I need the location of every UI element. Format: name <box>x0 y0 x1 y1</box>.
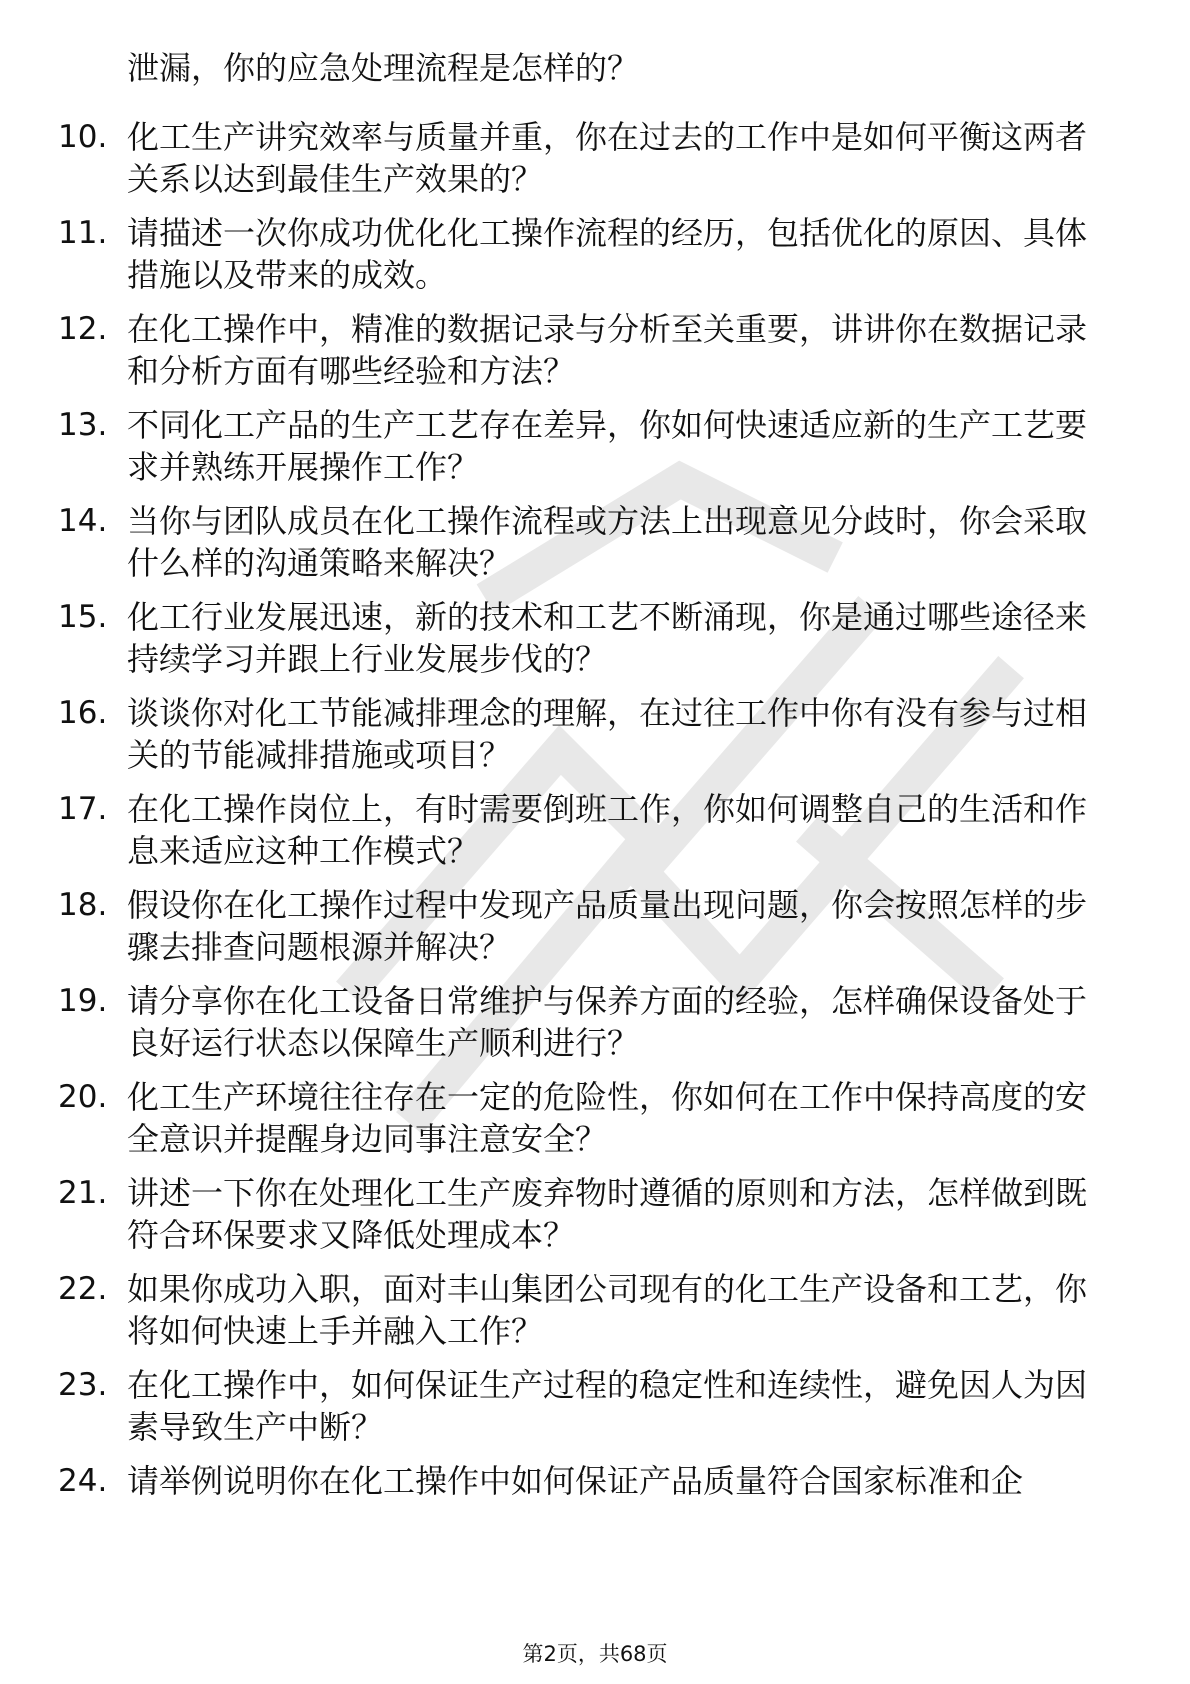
question-number: 24. <box>58 1463 108 1499</box>
question-item <box>0 980 1190 1076</box>
question-number: 13. <box>58 407 108 443</box>
question-text: 不同化工产品的生产工艺存在差异，你如何快速适应新的生产工艺要求并熟练开展操作工作？ <box>127 406 1088 486</box>
question-number: 20. <box>58 1079 108 1115</box>
question-text: 当你与团队成员在化工操作流程或方法上出现意见分歧时，你会采取什么样的沟通策略来解决？ <box>127 502 1088 582</box>
question-number: 18. <box>58 887 108 923</box>
question-text: 如果你成功入职，面对丰山集团公司现有的化工生产设备和工艺，你将如何快速上手并融入工作？ <box>127 1270 1088 1350</box>
question-number: 16. <box>58 695 108 731</box>
question-text: 请描述一次你成功优化化工操作流程的经历，包括优化的原因、具体措施以及带来的成效。 <box>127 214 1088 294</box>
question-list <box>0 116 1190 1556</box>
question-item <box>0 308 1190 404</box>
question-item <box>0 692 1190 788</box>
question-item <box>0 1076 1190 1172</box>
question-number: 23. <box>58 1367 108 1403</box>
question-number: 12. <box>58 311 108 347</box>
question-text: 化工生产环境往往存在一定的危险性，你如何在工作中保持高度的安全意识并提醒身边同事注意安全？ <box>127 1078 1088 1158</box>
question-number: 21. <box>58 1175 108 1211</box>
continuation-text: 泄漏，你的应急处理流程是怎样的？ <box>127 49 640 87</box>
question-text: 讲述一下你在处理化工生产废弃物时遵循的原则和方法，怎样做到既符合环保要求又降低处理成本？ <box>127 1174 1088 1254</box>
question-text: 化工行业发展迅速，新的技术和工艺不断涌现，你是通过哪些途径来持续学习并跟上行业发展步伐的？ <box>127 598 1088 678</box>
question-item <box>0 1268 1190 1364</box>
question-item <box>0 404 1190 500</box>
question-text: 在化工操作中，如何保证生产过程的稳定性和连续性，避免因人为因素导致生产中断？ <box>127 1366 1088 1446</box>
question-item <box>0 1364 1190 1460</box>
page-footer: 第2页，共68页 <box>522 1642 668 1666</box>
question-text: 在化工操作中，精准的数据记录与分析至关重要，讲讲你在数据记录和分析方面有哪些经验和方法？ <box>127 310 1088 390</box>
question-item <box>0 116 1190 212</box>
question-number: 11. <box>58 215 108 251</box>
question-item <box>0 1172 1190 1268</box>
question-text: 谈谈你对化工节能减排理念的理解，在过往工作中你有没有参与过相关的节能减排措施或项目？ <box>127 694 1088 774</box>
question-text: 假设你在化工操作过程中发现产品质量出现问题，你会按照怎样的步骤去排查问题根源并解决？ <box>127 886 1088 966</box>
question-number: 17. <box>58 791 108 827</box>
question-number: 15. <box>58 599 108 635</box>
question-text: 化工生产讲究效率与质量并重，你在过去的工作中是如何平衡这两者关系以达到最佳生产效果的？ <box>127 118 1088 198</box>
question-text: 在化工操作岗位上，有时需要倒班工作，你如何调整自己的生活和作息来适应这种工作模式？ <box>127 790 1088 870</box>
question-item <box>0 1460 1190 1556</box>
question-item <box>0 500 1190 596</box>
question-number: 14. <box>58 503 108 539</box>
question-item <box>0 884 1190 980</box>
question-item <box>0 596 1190 692</box>
question-number: 22. <box>58 1271 108 1307</box>
question-item <box>0 212 1190 308</box>
question-number: 10. <box>58 119 108 155</box>
question-text: 请分享你在化工设备日常维护与保养方面的经验，怎样确保设备处于良好运行状态以保障生产顺利进行？ <box>127 982 1088 1062</box>
question-text: 请举例说明你在化工操作中如何保证产品质量符合国家标准和企 <box>127 1462 1024 1500</box>
question-item <box>0 788 1190 884</box>
question-number: 19. <box>58 983 108 1019</box>
